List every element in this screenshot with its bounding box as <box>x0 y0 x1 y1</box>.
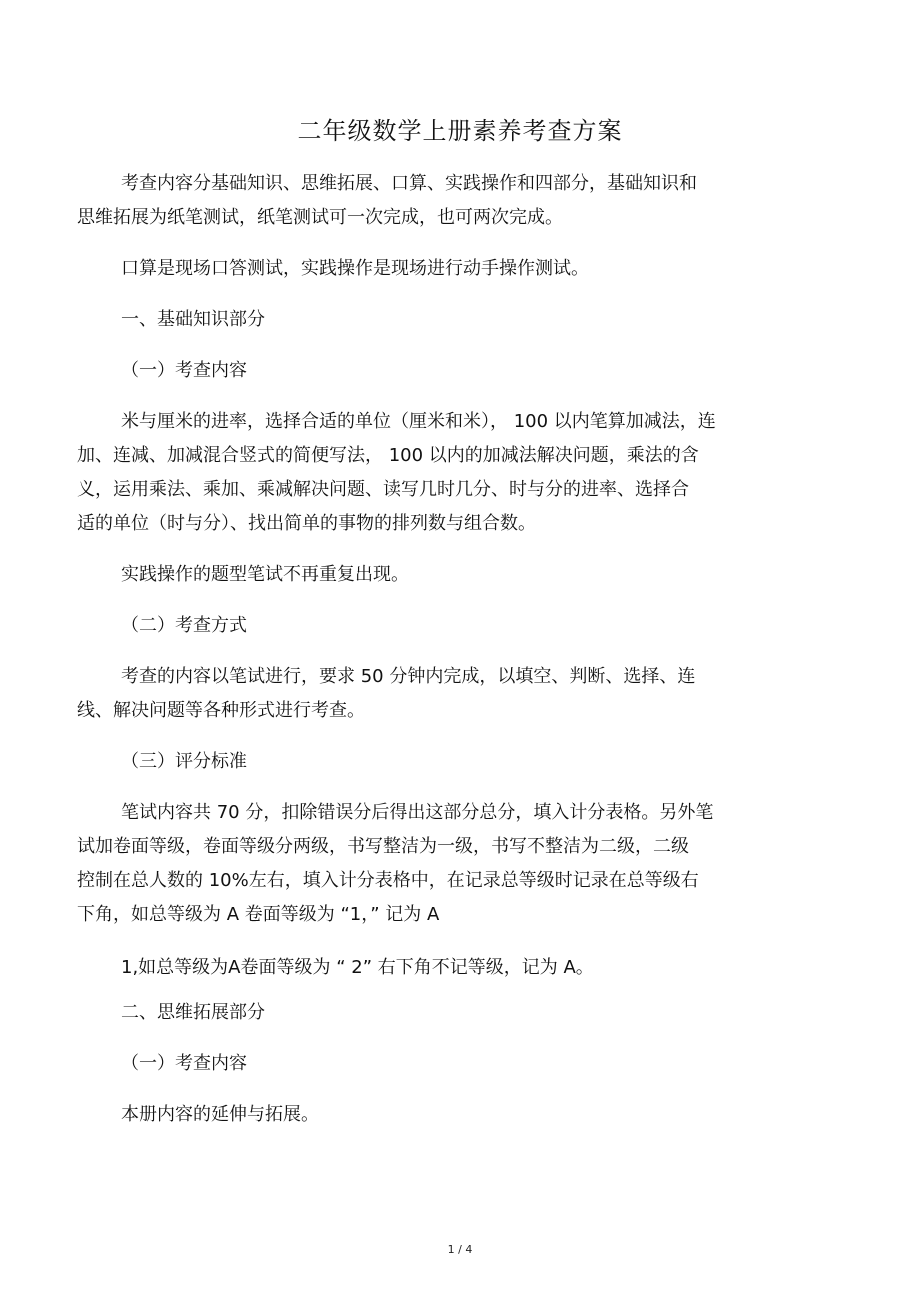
section-heading-thinking-extension: 二、思维拓展部分 <box>121 1002 265 1023</box>
page-number: 1 / 4 <box>447 1243 473 1256</box>
paragraph-content-line-3: 义，运用乘法、乘加、乘减解决问题、读写几时几分、时与分的进率、选择合 <box>77 479 689 500</box>
paragraph-method-line-1: 考查的内容以笔试进行，要求 50 分钟内完成，以填空、判断、选择、连 <box>121 666 696 687</box>
paragraph-scoring-line-3: 控制在总人数的 10%左右，填入计分表格中，在记录总等级时记录在总等级右 <box>77 870 699 891</box>
paragraph-method-line-2: 线、解决问题等各种形式进行考查。 <box>77 700 365 721</box>
paragraph-content-line-1: 米与厘米的进率，选择合适的单位（厘米和米）， 100 以内笔算加减法，连 <box>121 411 716 432</box>
subsection-heading-content-2: （一）考查内容 <box>121 1053 247 1074</box>
paragraph-content-line-4: 适的单位（时与分）、找出简单的事物的排列数与组合数。 <box>77 513 536 534</box>
paragraph-content-line-2: 加、连减、加减混合竖式的简便写法， 100 以内的加减法解决问题，乘法的含 <box>77 445 699 466</box>
paragraph-oral-test: 口算是现场口答测试，实践操作是现场进行动手操作测试。 <box>121 258 589 279</box>
paragraph-scoring-line-5: 1,如总等级为A卷面等级为 “ 2” 右下角不记等级，记为 A。 <box>121 957 594 978</box>
subsection-heading-scoring: （三）评分标准 <box>121 751 247 772</box>
paragraph-extension: 本册内容的延伸与拓展。 <box>121 1104 319 1125</box>
section-heading-basic-knowledge: 一、基础知识部分 <box>121 309 265 330</box>
paragraph-intro-line-2: 思维拓展为纸笔测试，纸笔测试可一次完成，也可两次完成。 <box>77 207 563 228</box>
paragraph-scoring-line-1: 笔试内容共 70 分，扣除错误分后得出这部分总分，填入计分表格。另外笔 <box>121 802 714 823</box>
paragraph-practice-note: 实践操作的题型笔试不再重复出现。 <box>121 564 409 585</box>
subsection-heading-method: （二）考查方式 <box>121 615 247 636</box>
document-title: 二年级数学上册素养考查方案 <box>297 117 623 145</box>
paragraph-intro-line-1: 考查内容分基础知识、思维拓展、口算、实践操作和四部分，基础知识和 <box>121 173 697 194</box>
paragraph-scoring-line-4: 下角，如总等级为 A 卷面等级为 “1，” 记为 A <box>77 904 440 925</box>
paragraph-scoring-line-2: 试加卷面等级，卷面等级分两级，书写整洁为一级，书写不整洁为二级，二级 <box>77 836 689 857</box>
subsection-heading-content: （一）考查内容 <box>121 360 247 381</box>
